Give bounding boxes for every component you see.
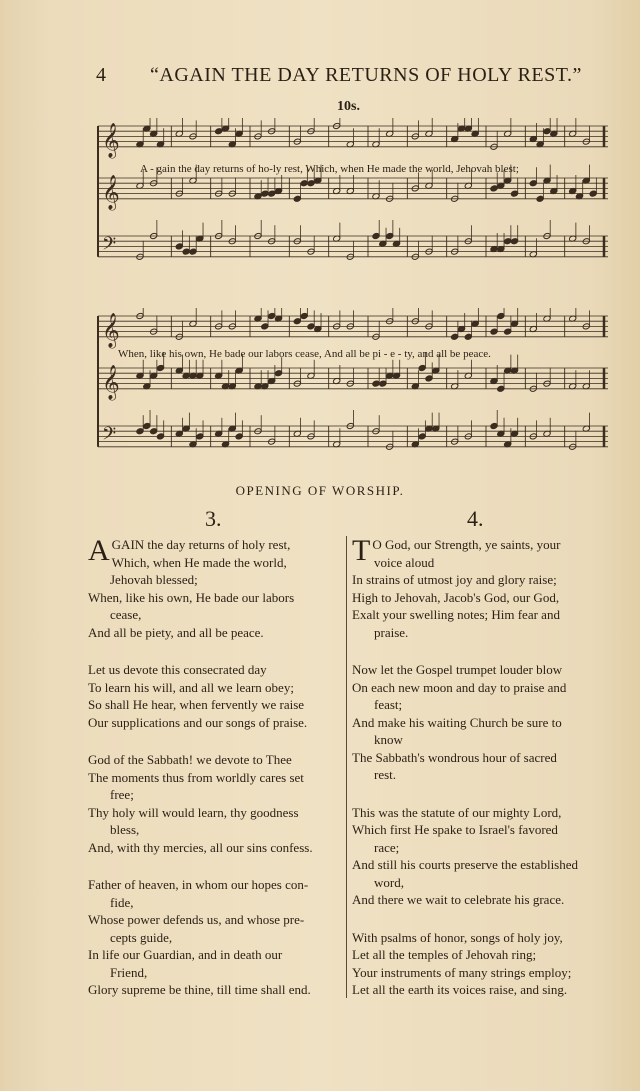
verse-line [88, 679, 340, 697]
verse-line-text: In life our Guardian, and in death our [88, 947, 283, 962]
verse-line [88, 769, 340, 787]
verse-line-text: O God, our Strength, ye saints, your [372, 537, 561, 552]
verse-line-text: know [374, 732, 403, 747]
verse-line [352, 766, 608, 784]
verse-line [88, 894, 340, 912]
verse-line [88, 876, 340, 894]
verse-line-text: The Sabbath's wondrous hour of sacred [352, 749, 557, 765]
stanza [352, 536, 608, 641]
drop-cap: A [88, 534, 110, 567]
verse-line [88, 981, 340, 999]
treble-clef-icon: 𝄞 [102, 122, 120, 158]
stanza [352, 661, 608, 784]
verse-line [88, 911, 340, 929]
meter-label: 10s. [337, 99, 360, 114]
verse-line [88, 661, 340, 679]
verse-line [88, 624, 340, 642]
verse-line [352, 856, 608, 874]
bass-clef-icon: 𝄢 [102, 233, 117, 259]
verse-line-text: Our supplications and our songs of praise. [88, 714, 308, 730]
section-heading: OPENING OF WORSHIP. [235, 483, 405, 498]
music-system-1 [92, 118, 612, 278]
verse-line-text: And there we wait to celebrate his grace. [352, 892, 565, 907]
verse-line-text: cepts guide, [110, 929, 173, 945]
page-number: 4 [96, 64, 106, 86]
verse-line-text: To learn his will, and all we learn obey; [88, 679, 294, 695]
verse-line [88, 821, 340, 839]
verse-line-text: When, like his own, He bade our labors [88, 589, 295, 605]
verse-line-text: Let all the earth its voices raise, and sing. [352, 982, 568, 997]
verse-line-text: This was the statute of our mighty Lord, [352, 804, 562, 820]
treble-clef-icon: 𝄞 [102, 312, 120, 348]
bass-clef-icon: 𝄢 [102, 423, 117, 449]
lyric-line-1: A - gain the day returns of ho-ly rest, Which, when He made the world, Jehovah blest; [140, 163, 519, 175]
verse-line-text: voice aloud [374, 554, 435, 570]
treble-clef-icon: 𝄞 [102, 174, 120, 210]
verse-line-text: word, [374, 874, 404, 890]
verse-line [352, 571, 608, 589]
verse-line [88, 929, 340, 947]
verse-line [352, 624, 608, 642]
verse-line [352, 661, 608, 679]
verse-line [352, 891, 608, 909]
stanza [88, 536, 340, 641]
stanza [352, 929, 608, 999]
hymn-4-text [352, 536, 608, 1019]
verse-line [88, 696, 340, 714]
verse-line-text: Jehovah blessed; [110, 572, 198, 587]
verse-line [352, 804, 608, 822]
lyric-line-2: When, like his own, He bade our labors cease, And all be pi - e - ty, and all be peace. [118, 348, 491, 360]
verse-line-text: With psalms of honor, songs of holy joy, [352, 929, 563, 945]
verse-line-text: High to Jehovah, Jacob's God, our God, [352, 589, 560, 605]
hymn-number-3: 3. [205, 506, 222, 531]
verse-line-text: And all be piety, and all be peace. [88, 624, 264, 640]
verse-line-text: Let all the temples of Jehovah ring; [352, 947, 537, 962]
verse-line [88, 589, 340, 607]
hymn-3-text [88, 536, 340, 1019]
verse-line [352, 749, 608, 767]
verse-line [88, 606, 340, 624]
verse-line-text: And still his courts preserve the established [352, 857, 579, 872]
verse-line-text: GAIN the day returns of holy rest, [111, 537, 291, 552]
verse-line-text: Which, when He made the world, [111, 554, 287, 570]
verse-line-text: cease, [110, 607, 142, 622]
verse-line-text: bless, [110, 822, 140, 837]
verse-line [88, 804, 340, 822]
verse-line-text: free; [110, 787, 134, 802]
verse-line-text: So shall He hear, when fervently we raise [88, 697, 305, 712]
stanza [88, 751, 340, 856]
verse-line-text: On each new moon and day to praise and [352, 679, 567, 695]
verse-line-text: Exalt your swelling notes; Him fear and [352, 607, 560, 622]
verse-line-text: feast; [374, 697, 403, 712]
verse-line-text: Whose power defends us, and whose pre- [88, 912, 305, 927]
verse-line-text: And, with thy mercies, all our sins confess. [88, 839, 313, 855]
verse-line [352, 679, 608, 697]
verse-line-text: Glory supreme be thine, till time shall end. [88, 982, 311, 997]
verse-line [352, 606, 608, 624]
treble-clef-icon: 𝄞 [102, 364, 120, 400]
verse-line [88, 786, 340, 804]
verse-line-text: In strains of utmost joy and glory raise; [352, 572, 557, 587]
stanza [88, 876, 340, 999]
column-divider [346, 536, 347, 998]
verse-line-text: race; [374, 839, 400, 855]
verse-line-text: Which first He spake to Israel's favored [352, 822, 558, 837]
verse-line-text: Now let the Gospel trumpet louder blow [352, 662, 563, 677]
verse-line [352, 589, 608, 607]
verse-line [352, 839, 608, 857]
stanza [88, 661, 340, 731]
verse-line-text: Let us devote this consecrated day [88, 662, 267, 677]
verse-line-text: Father of heaven, in whom our hopes con- [88, 877, 309, 892]
verse-line [352, 714, 608, 732]
verse-line-text: fide, [110, 894, 134, 910]
drop-cap: T [352, 534, 371, 567]
verse-line [352, 929, 608, 947]
verse-line-text: rest. [374, 767, 397, 782]
verse-line [352, 964, 608, 982]
verse-line-text: The moments thus from worldly cares set [88, 769, 304, 785]
verse-line [88, 714, 340, 732]
verse-line-text: praise. [374, 624, 409, 640]
verse-line [88, 554, 340, 572]
verse-line [352, 731, 608, 749]
verse-line-text: And make his waiting Church be sure to [352, 714, 562, 730]
verse-line [88, 751, 340, 769]
verse-line [88, 964, 340, 982]
verse-line-text: Thy holy will would learn, thy goodness [88, 804, 299, 820]
verse-line-text: Friend, [110, 964, 148, 980]
verse-line [88, 946, 340, 964]
verse-line [352, 821, 608, 839]
verse-line-text: Your instruments of many strings employ; [352, 964, 572, 980]
verse-line [352, 981, 608, 999]
stanza [352, 804, 608, 909]
verse-line [88, 839, 340, 857]
music-system-2 [92, 308, 612, 468]
verse-line [352, 554, 608, 572]
verse-line [352, 946, 608, 964]
verse-line [88, 571, 340, 589]
hymn-number-4: 4. [467, 506, 484, 531]
page-title: “AGAIN THE DAY RETURNS OF HOLY REST.” [150, 64, 582, 86]
verse-line-text: God of the Sabbath! we devote to Thee [88, 752, 292, 767]
verse-line [352, 874, 608, 892]
verse-line [352, 696, 608, 714]
